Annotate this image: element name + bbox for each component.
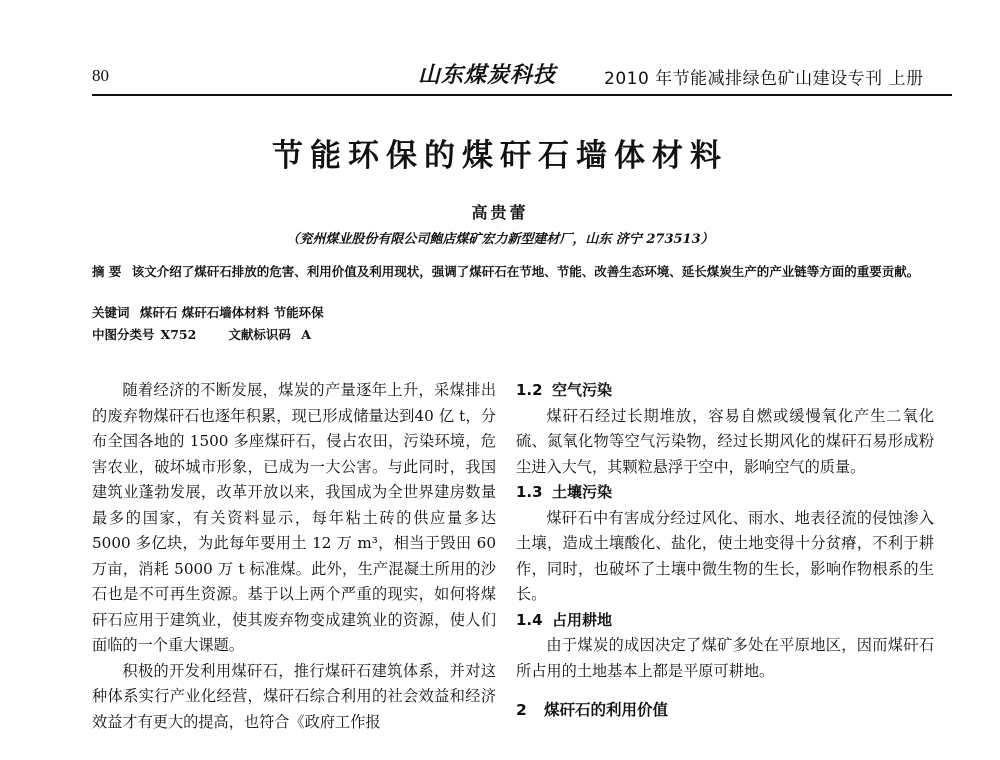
section-heading-1-4 [516,608,934,634]
clc-label: 中图分类号 [92,327,155,342]
body-right-column [516,378,934,724]
doc-code-label: 文献标识码 [228,327,291,342]
section-number: 1.4 [516,610,543,629]
keywords [92,303,942,323]
page-number: 80 [92,66,109,85]
abstract-text: 该文介绍了煤矸石排放的危害、利用价值及利用现状，强调了煤矸石在节地、节能、改善生态环境、延长煤炭生产的产业链等方面的重要贡献。 [131,264,920,279]
section-number: 2 [516,701,527,719]
keywords-label: 关键词 [92,305,130,320]
section-heading-1-2 [516,378,934,404]
section-title: 土壤污染 [552,483,613,501]
section-title: 空气污染 [552,381,613,399]
classification-line [92,325,942,345]
body-paragraph: 随着经济的不断发展，煤炭的产量逐年上升，采煤排出的废弃物煤矸石也逐年积累，现已形成储量达到40 亿 t，分布全国各地的 1500 多座煤矸石，侵占农田，污染环境，危害农业，破坏城市形象，已成为一大公害。与此同时，我国建筑业蓬勃发展，改革开放以来，我国成为全世界建房数量最多的国家，有关资料显示，每年粘土砖的供应量多达 5000 多亿块，为此每年要用土 12 万 m³，相当于毁田 60 万亩，消耗 5000 万 t 标准煤。此外，生产混凝土所用的沙石也是不可再生资源。基于以上两个严重的现实，如何将煤矸石应用于建筑业，使其废弃物变成建筑业的资源，使人们面临的一个重大课题。 [92,381,496,654]
section-number: 1.3 [516,483,543,501]
author-affiliation: （兖州煤业股份有限公司鲍店煤矿宏力新型建材厂，山东 济宁 273513） [286,232,714,247]
body-paragraph: 煤矸石经过长期堆放，容易自燃或缓慢氧化产生二氧化硫、氮氧化物等空气污染物，经过长期风化的煤矸石易形成粉尘进入大气，其颗粒悬浮于空中，影响空气的质量。 [516,406,934,476]
body-paragraph: 煤矸石中有害成分经过风化、雨水、地表径流的侵蚀渗入土壤，造成土壤酸化、盐化，使土地变得十分贫瘠，不利于耕作，同时，也破坏了土壤中微生物的生长，影响作物根系的生长。 [516,508,934,603]
article-title: 节能环保的煤矸石墙体材料 [272,138,728,174]
body-paragraph: 由于煤炭的成因决定了煤矿多处在平原地区，因而煤矸石所占用的土地基本上都是平原可耕地。 [516,636,934,680]
section-number: 1.2 [516,381,543,399]
section-title: 煤矸石的利用价值 [544,701,669,719]
section-heading-2 [516,698,934,724]
keywords-text: 煤矸石 煤矸石墙体材料 节能环保 [139,305,324,320]
journal-logo: 山东煤炭科技 [418,62,557,88]
body-left-column [92,378,496,735]
section-heading-1-3 [516,480,934,506]
clc-value: X752 [160,327,197,342]
author-name: 高贵蕾 [471,203,529,222]
doc-code-value: A [301,327,311,342]
abstract-label: 摘 要 [92,264,122,279]
section-title: 占用耕地 [552,610,613,629]
body-paragraph: 积极的开发利用煤矸石，推行煤矸石建筑体系，并对这种体系实行产业化经营，煤矸石综合利用的社会效益和经济效益才有更大的提高，也符合《政府工作报 [92,661,496,731]
abstract [92,262,942,282]
issue-title: 2010 年节能减排绿色矿山建设专刊 上册 [604,69,924,89]
header-rule [92,94,952,96]
